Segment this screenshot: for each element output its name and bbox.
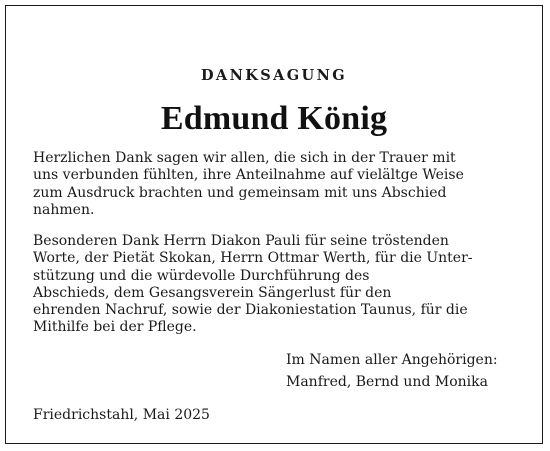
paragraph-line: Herzlichen Dank sagen wir allen, die sich in der Trauer mit [33, 150, 456, 166]
paragraph-line: Abschieds, dem Gesangsverein Sängerlust für den [33, 284, 392, 301]
place-date: Friedrichstahl, Mai 2025 [33, 407, 210, 423]
paragraph-line: Mithilfe bei der Pflege. [33, 319, 197, 336]
paragraph-line: uns verbunden fühlten, ihre Anteilnahme auf vielältge Weise [33, 167, 464, 184]
notice-heading: DANKSAGUNG [200, 67, 348, 84]
paragraph-line: stützung und die würdevolle Durchführung des [33, 267, 370, 284]
obituary-notice [5, 5, 543, 444]
deceased-name: Edmund König [160, 100, 388, 137]
paragraph-line: Besonderen Dank Herrn Diakon Pauli für seine tröstenden [33, 233, 449, 249]
special-thanks-paragraph [33, 233, 533, 337]
paragraph-line: zum Ausdruck brachten und gemeinsam mit uns Abschied [33, 184, 447, 201]
signature-names: Manfred, Bernd und Monika [286, 374, 488, 390]
paragraph-line: Worte, der Pietät Skokan, Herrn Ottmar Werth, für die Unter- [33, 250, 473, 267]
signature-line: Im Namen aller Angehörigen: [286, 352, 498, 368]
thanks-paragraph [33, 150, 533, 219]
paragraph-line: nahmen. [33, 201, 95, 218]
signature-block [286, 349, 498, 393]
paragraph-line: ehrenden Nachruf, sowie der Diakoniestation Taunus, für die [33, 302, 468, 319]
